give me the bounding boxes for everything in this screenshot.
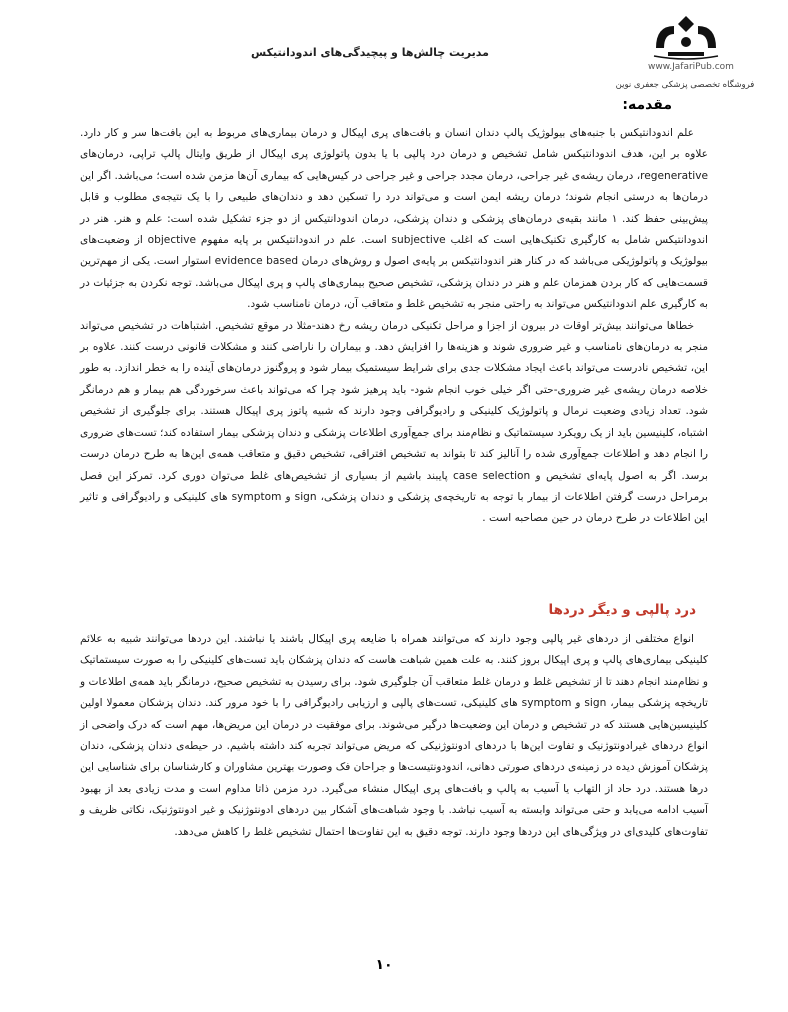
running-header-title: مدیریت چالش‌ها و پیچیدگی‌های اندودانتیکس (251, 46, 489, 59)
paragraph: خطاها می‌توانند بیش‌تر اوقات در بیرون از اجزا و مراحل تکنیکی درمان ریشه رخ دهند-مثلا در موقع تشخیص. اشتباهات در تشخیص می‌تواند منجر به درمان‌های نامناسب و غیر ضروری شوند و هزینه‌ها را افزایش دهد. و بیماران را ناراضی کنند و مشکلات قانونی درست کنند. علاوه بر این، تشخیص نادرست می‌تواند باعث ایجاد مشکلات جدی برای شرایط سیستمیک بیمار شود و پروگنوز درمان‌های آینده را به خطر اندازد. به طور خلاصه درمان ریشه‌ی غیر ضروری-حتی اگر خیلی خوب انجام شود- باید پرهیز شود چرا که می‌تواند باعث سرخوردگی هم بیمار و هم درمانگر شود. تعداد زیادی وضعیت نرمال و پاتولوژیک کلینیکی و رادیوگرافی وجود دارند که شبیه پاتوز پری اپیکال هستند. برای جلوگیری از تشخیص اشتباه، کلینیسین باید از یک رویکرد سیستماتیک و نظام‌مند برای جمع‌آوری اطلاعات پزشکی و دندان پزشکی بیمار استفاده کند؛ تست‌های ضروری را انجام دهد و اطلاعات جمع‌آوری شده را آنالیز کند تا بتواند به تشخیص افتراقی، تشخیص دقیق و متعاقب همه‌ی این‌ها به طرح درمان درست برسد. اگر به اصول پایه‌ای تشخیص و case selection پایبند باشیم از بسیاری از تشخیص‌های غلط می‌توان دوری کرد. تمرکز این فصل برمراحل درست گرفتن اطلاعات از بیمار با توجه به تاریخچه‌ی پزشکی و دندان پزشکی، sign و symptom های کلینیکی و رادیوگرافی و تاثیر این اطلاعات در طرح درمان در حین مصاحبه است . (80, 319, 708, 525)
intro-heading: مقدمه: (622, 97, 672, 113)
section-body (80, 629, 708, 843)
page-number: ۱۰ (375, 957, 393, 973)
section-title: درد پالپی و دیگر دردها (548, 602, 696, 618)
intro-body (80, 123, 708, 530)
publisher-url: www.JafariPub.com (648, 62, 734, 72)
publisher-subtitle: فروشگاه تخصصی پزشکی جعفری نوین (615, 80, 755, 90)
publisher-logo-icon (648, 12, 724, 60)
paragraph: انواع مختلفی از دردهای غیر پالپی وجود دارند که می‌توانند همراه با ضایعه پری اپیکال باشند یا نباشند. این دردها می‌توانند شبیه به علائم کلینیکی بیماری‌های پالپ و پری اپیکال بروز کنند. به علت همین شباهت هاست که دندان پزشکان باید تست‌های کلینیکی را به صورت سیستماتیک و نظام‌مند انجام دهند تا از تشخیص غلط و درمان غلط متعاقب آن جلوگیری شود. برای رسیدن به تشخیص صحیح، درمانگر باید همه‌ی اطلاعات و تاریخچه پزشکی بیمار، sign و symptom های کلینیکی، تست‌های پالپی و ارزیابی رادیوگرافی را با خود مرور کند. دندان پزشکان معمولا اولین کلینیسین‌هایی هستند که در تشخیص و درمان این وضعیت‌ها درگیر می‌شوند. برای موفقیت در درمان این مریض‌ها، مهم است که درک واضحی از انواع دردهای غیرادونتوژنیک و تفاوت این‌ها با دردهای ادونتوژنیکی که مریض می‌تواند تجربه کند داشته باشیم. در حیطه‌ی دندان پزشکی، دندان پزشکان آموزش دیده در زمینه‌ی دردهای صورتی دهانی، اندودونتیست‌ها و جراحان فک وصورت بهترین مشاوران و کارشناسان برای شناسایی این درها هستند. درد حاد از التهاب یا آسیب به پالپ و بافت‌های پری اپیکال منشاء می‌گیرد. درد مزمن ذاتا مداوم است و مدت زیادی بعد از بهبود آسیب ادامه می‌یابد و حتی می‌تواند وابسته به آسیب نباشد. با وجود شباهت‌های آشکار بین دردهای ادونتوژنیک و غیر ادونتوژنیک، نکاتی ظریف و تفاوت‌های کلیدی‌ای در ویژگی‌های این دردها وجود دارند. توجه دقیق به این تفاوت‌ها احتمال تشخیص غلط را کاهش می‌دهد. (80, 633, 709, 838)
paragraph: علم اندودانتیکس با جنبه‌های بیولوژیک پالپ دندان انسان و بافت‌های پری اپیکال و درمان بیماری‌های مربوط به این بافت‌ها سر و کار دارد. علاوه بر این، هدف اندودانتیکس شامل تشخیص و درمان درد پالپی با یا بدون پاتولوژی پری اپیکال از طریق وایتال پالپ تراپی، درمان‌های regenerative، درمان ریشه‌ی غیر جراحی، درمان مجدد جراحی و غیر جراحی در کیس‌هایی که بیماری آن‌ها مزمن شده است؛ می‌باشد. اگر این درمان‌ها به درستی انجام شوند؛ درمان ریشه ایمن است و می‌تواند درد را تسکین دهد و دندان‌های طبیعی را با یک نتیجه‌ی مطلوب و قابل پیش‌بینی حفظ کند. ۱ مانند بقیه‌ی درمان‌های پزشکی و دندان پزشکی، درمان اندودانتیکس از دو جزء تشکیل شده است: علم و هنر. هنر در اندودانتیکس شامل به کارگیری تکنیک‌هایی است که اغلب subjective است. علم در اندودانتیکس بر پایه مفهوم objective از وضعیت‌های بیولوژیک و پاتولوژیکی می‌باشد که در کنار هنر اندودانتیکس بر پایه‌ی اصول و روش‌های درمان evidence based استوار است. یکی از مهم‌ترین قسمت‌هایی که کار بردن همزمان علم و هنر در دندان پزشکی، تشخیص صحیح بیماری‌های پالپ و پری اپیکال می‌باشد. توجه نکردن به جزئیات در به کارگیری علم اندودانتیکس می‌تواند به راحتی منجر به تشخیص غلط و متعاقب آن، درمان نامناسب شود. (80, 127, 708, 311)
